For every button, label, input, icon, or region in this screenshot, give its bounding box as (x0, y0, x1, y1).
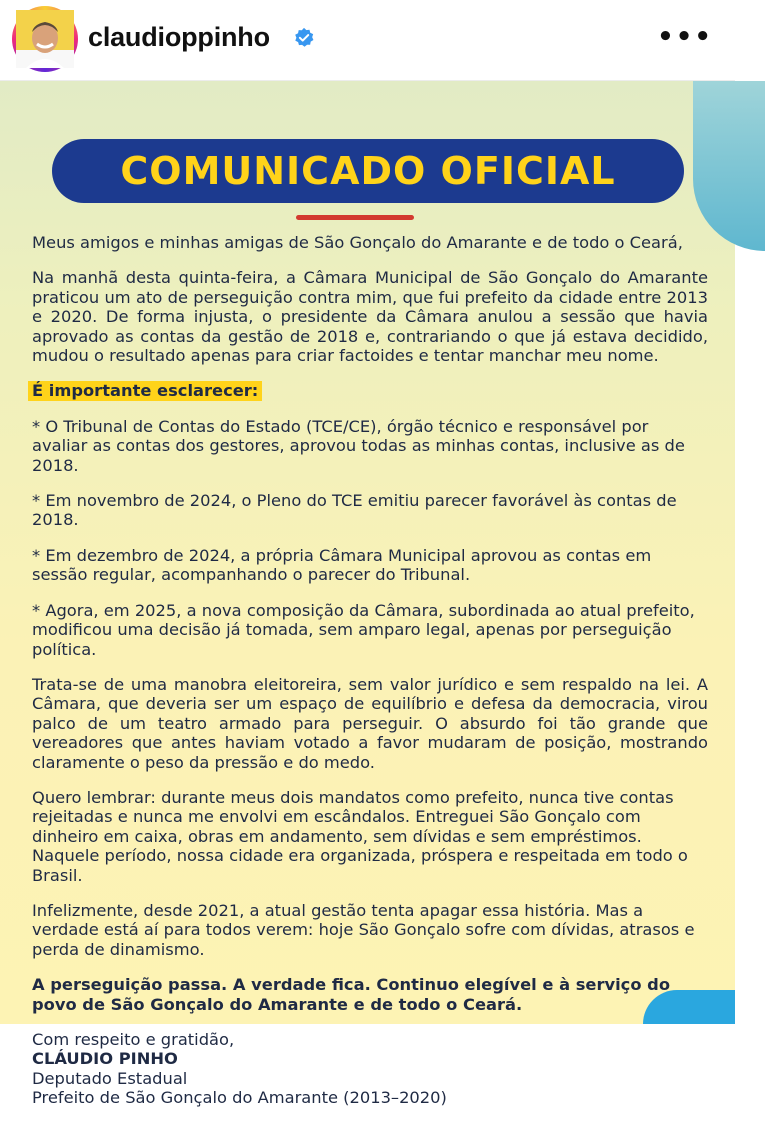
paragraph: Na manhã desta quinta-feira, a Câmara Municipal de São Gonçalo do Amarante praticou um ato de perseguição contra mim, que fui prefeito da cidade entre 2013 e 2020. De forma injusta, o presidente da Câmara anulou a sessão que havia aprovado as contas da gestão de 2018 e, contrariando o que já estava decidido, mudou o resultado apenas para criar factoides e tentar manchar meu nome. (32, 268, 708, 366)
highlighted-heading: É importante esclarecer: (28, 381, 262, 400)
bullet-item: * Em novembro de 2024, o Pleno do TCE emitiu parecer favorável às contas de 2018. (32, 491, 677, 530)
closing-statement: A perseguição passa. A verdade fica. Continuo elegível e à serviço do povo de São Gonçalo do Amarante e de todo o Ceará. (32, 975, 671, 1014)
signature-former-role: Prefeito de São Gonçalo do Amarante (2013–2020) (32, 1088, 447, 1108)
bullet-item: * O Tribunal de Contas do Estado (TCE/CE), órgão técnico e responsável por avaliar as contas dos gestores, aprovou todas as minhas contas, inclusive as de 2018. (32, 416, 685, 475)
greeting: Meus amigos e minhas amigas de São Gonçalo do Amarante e de todo o Ceará, (32, 233, 683, 252)
post-body (32, 233, 708, 1124)
more-options-icon[interactable]: ••• (657, 22, 713, 52)
paragraph: Infelizmente, desde 2021, a atual gestão tenta apagar essa história. Mas a verdade está aí para todos verem: hoje São Gonçalo sofre com dívidas, atrasos e perda de dinamismo. (32, 900, 695, 959)
signature (32, 1030, 708, 1108)
paragraph: Quero lembrar: durante meus dois mandatos como prefeito, nunca tive contas rejeitadas e nunca me envolvi em escândalos. Entreguei São Gonçalo com dinheiro em caixa, obras em andamento, sem dívidas e sem empréstimos. Naquele período, nossa cidade era organizada, próspera e respeitada em todo o Brasil. (32, 787, 688, 885)
decorative-shape (693, 81, 765, 251)
paragraph: Trata-se de uma manobra eleitoreira, sem valor jurídico e sem respaldo na lei. A Câmara, que deveria ser um espaço de equilíbrio e defesa da democracia, virou palco de um teatro armado para perseguir. O absurdo foi tão grande que vereadores que antes haviam votado a favor mudaram de posição, mostrando claramente o peso da pressão e do medo. (32, 674, 708, 772)
page-title: COMUNICADO OFICIAL (120, 149, 616, 193)
divider (296, 215, 414, 220)
bullet-item: * Em dezembro de 2024, a própria Câmara Municipal aprovou as contas em sessão regular, acompanhando o parecer do Tribunal. (32, 545, 652, 585)
username[interactable]: claudioppinho (88, 22, 270, 52)
signature-name: CLÁUDIO PINHO (32, 1049, 178, 1069)
avatar-image (16, 10, 74, 68)
post-header (0, 0, 735, 81)
story-ring[interactable] (12, 6, 78, 72)
post-image (0, 81, 735, 1108)
title-banner (52, 139, 684, 203)
signature-role: Deputado Estadual (32, 1068, 188, 1088)
avatar[interactable] (16, 10, 74, 68)
verified-badge-icon (293, 27, 315, 49)
signature-closing: Com respeito e gratidão, (32, 1030, 235, 1049)
bullet-item: * Agora, em 2025, a nova composição da Câmara, subordinada ao atual prefeito, modificou uma decisão já tomada, sem amparo legal, apenas por perseguição política. (32, 600, 695, 659)
